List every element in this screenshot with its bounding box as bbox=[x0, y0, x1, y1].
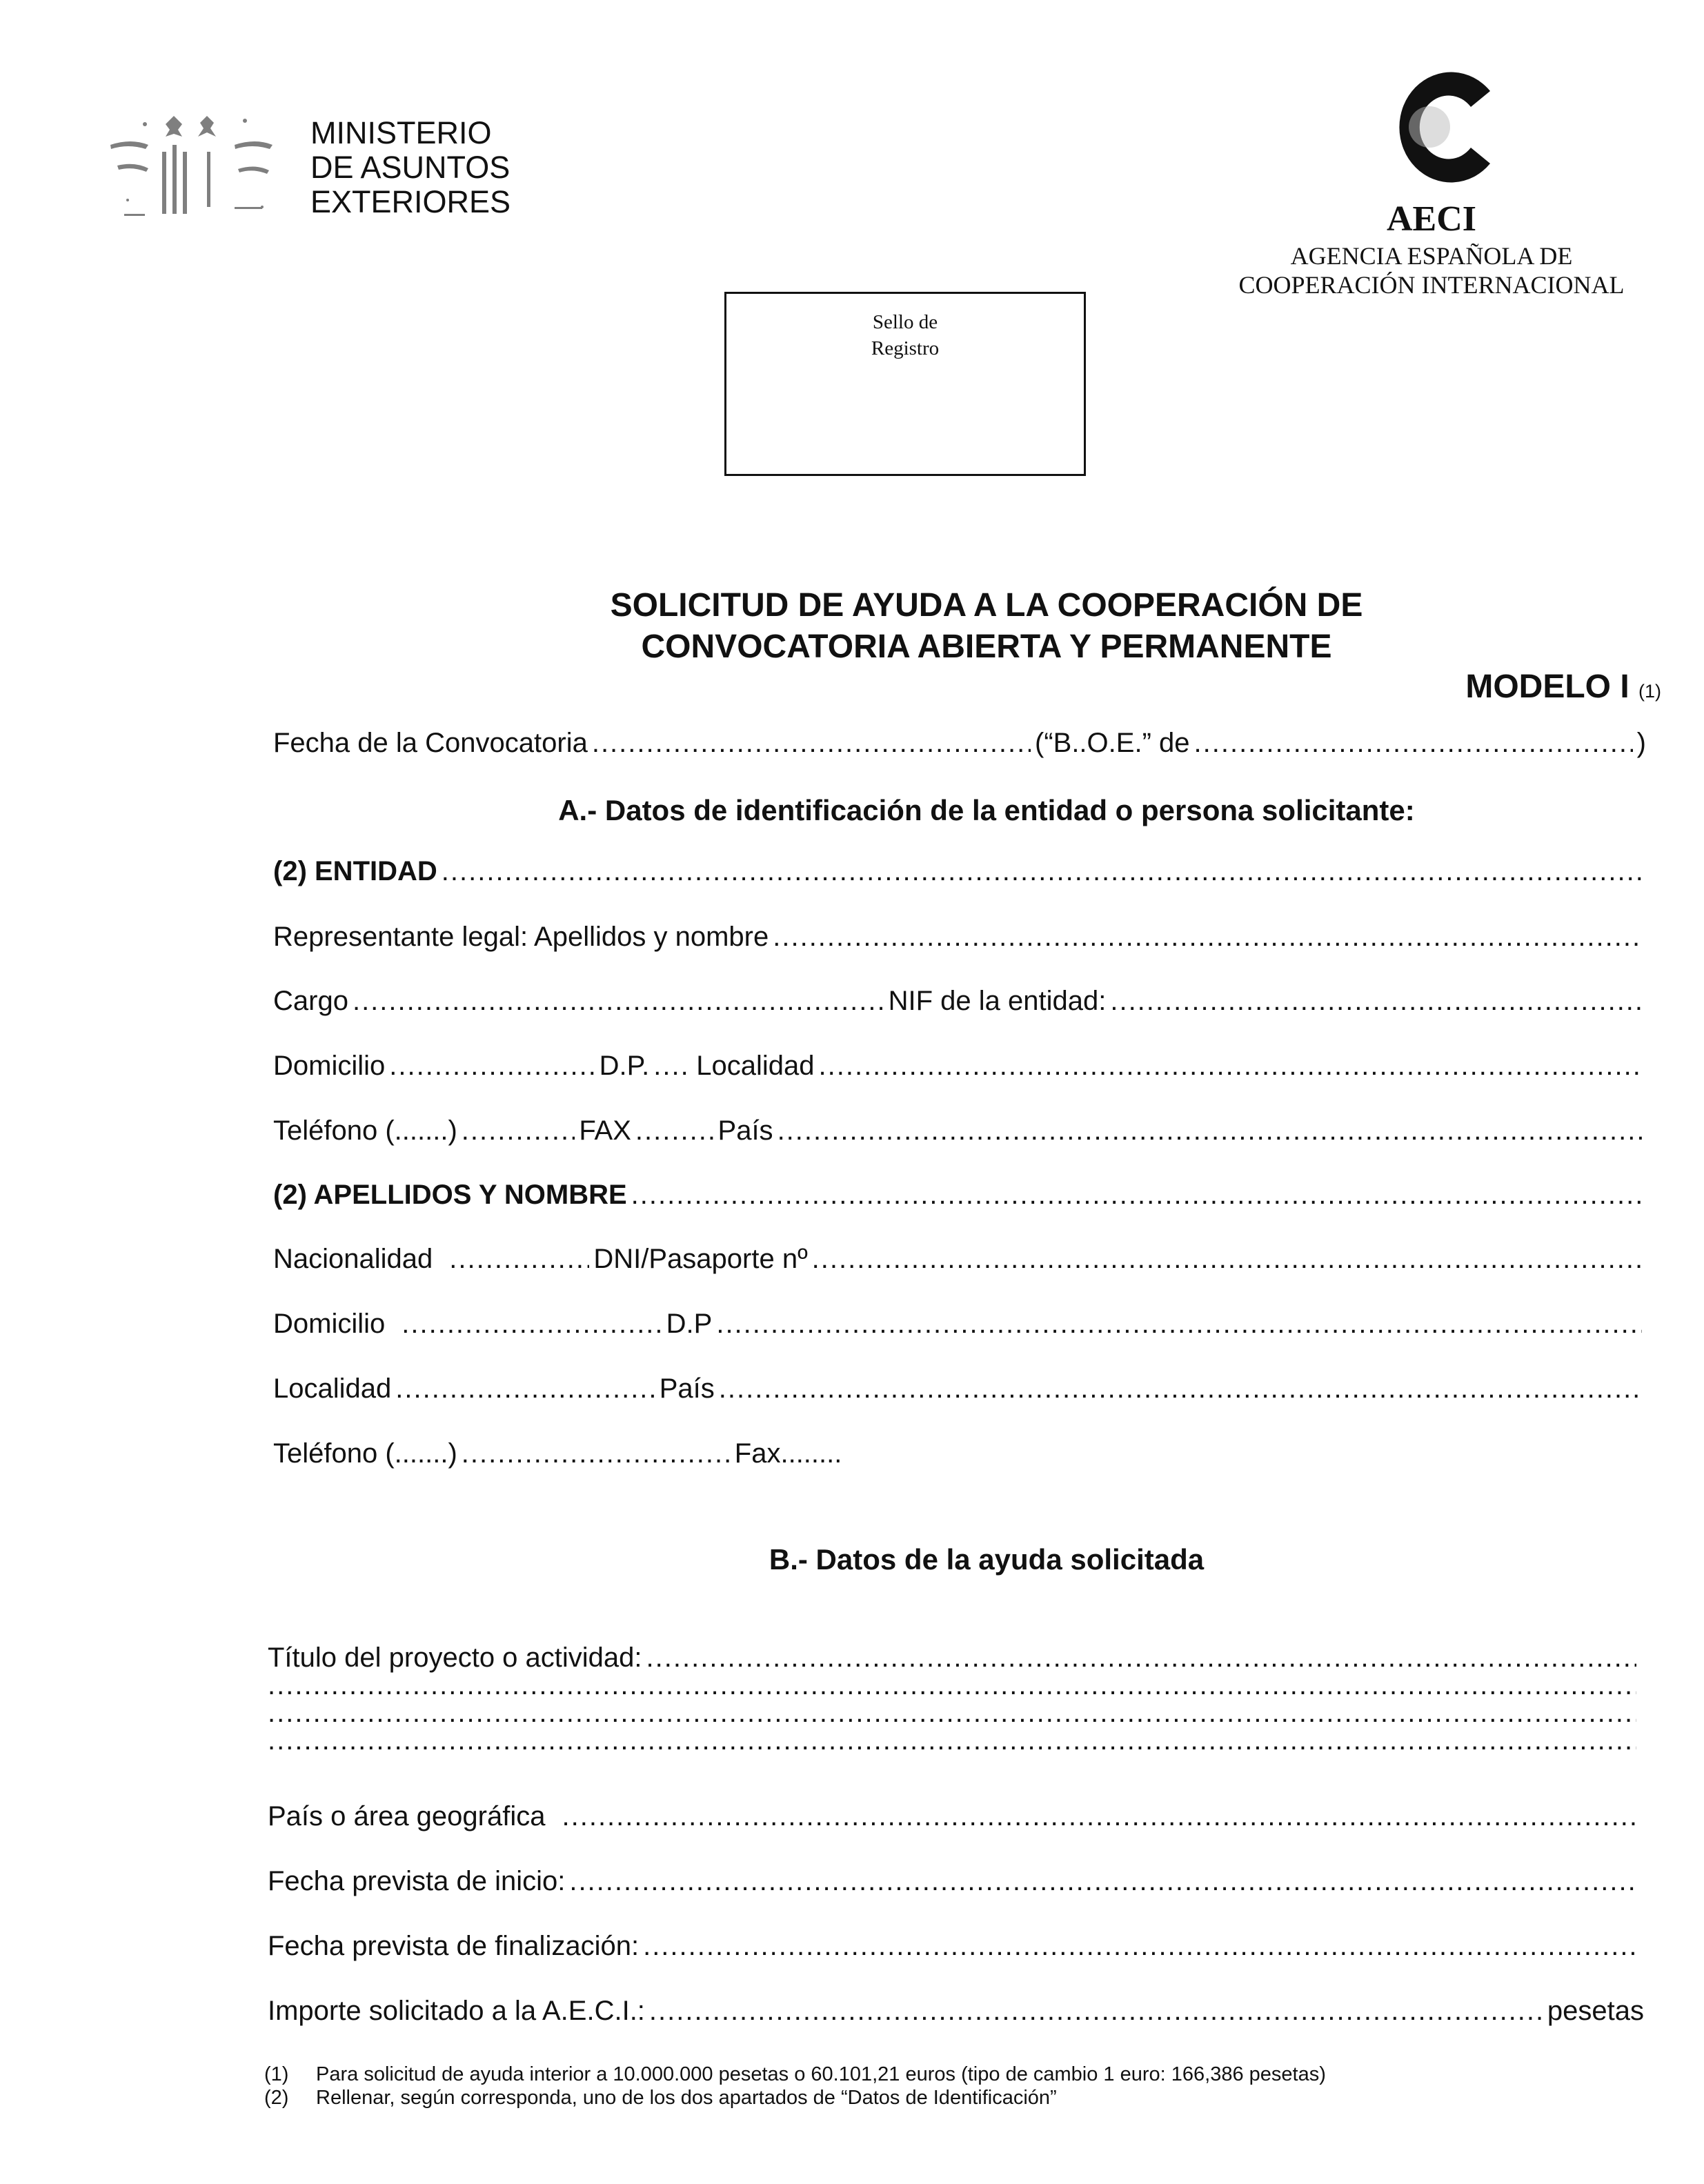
telefono-field[interactable] bbox=[462, 1113, 575, 1148]
pais-area-field[interactable] bbox=[562, 1799, 1636, 1834]
agency-name-line-2: COOPERACIÓN INTERNACIONAL bbox=[1238, 271, 1625, 299]
importe-field[interactable] bbox=[649, 1994, 1543, 2028]
pais-field[interactable] bbox=[777, 1113, 1642, 1148]
fecha-fin-row bbox=[268, 1929, 1641, 1963]
apellidos-nombre-label: (2) APELLIDOS Y NOMBRE bbox=[273, 1180, 627, 1210]
form-title bbox=[442, 585, 1532, 668]
convocatoria-row bbox=[273, 726, 1646, 760]
pais-label: País bbox=[717, 1115, 773, 1146]
cargo-row bbox=[273, 984, 1646, 1018]
telefono2-field[interactable] bbox=[462, 1436, 731, 1471]
telefono-row bbox=[273, 1113, 1646, 1148]
ministry-name bbox=[310, 116, 511, 219]
ministry-line-1: MINISTERIO bbox=[310, 115, 492, 150]
dp2-field[interactable] bbox=[716, 1307, 1642, 1341]
title-line-1: SOLICITUD DE AYUDA A LA COOPERACIÓN DE bbox=[610, 587, 1363, 624]
domicilio2-field[interactable] bbox=[402, 1307, 662, 1341]
title-line-2: CONVOCATORIA ABIERTA Y PERMANENTE bbox=[641, 628, 1332, 665]
fecha-convocatoria-label: Fecha de la Convocatoria bbox=[273, 728, 588, 758]
dp2-label: D.P bbox=[666, 1309, 713, 1339]
stamp-label-line-1: Sello de bbox=[872, 311, 938, 333]
footnote-2 bbox=[264, 2086, 1326, 2109]
footnote-1-text: Para solicitud de ayuda interior a 10.000.000 pesetas o 60.101,21 euros (tipo de cambio 1 euro: 166,386 pesetas) bbox=[316, 2063, 1326, 2085]
coat-of-arms-logo bbox=[97, 103, 304, 235]
nif-label: NIF de la entidad: bbox=[888, 986, 1107, 1016]
footnote-2-text: Rellenar, según corresponda, uno de los dos apartados de “Datos de Identificación” bbox=[316, 2087, 1057, 2109]
pais-area-row bbox=[268, 1799, 1641, 1834]
ministry-line-2: DE ASUNTOS bbox=[310, 150, 511, 185]
fax-field[interactable] bbox=[635, 1113, 714, 1148]
localidad2-field[interactable] bbox=[395, 1371, 655, 1406]
agency-name bbox=[1173, 241, 1690, 299]
agency-name-line-1: AGENCIA ESPAÑOLA DE bbox=[1290, 242, 1573, 270]
localidad2-row bbox=[273, 1371, 1646, 1406]
boe-date-field[interactable] bbox=[1194, 726, 1633, 760]
pais2-label: País bbox=[659, 1373, 715, 1404]
representante-label: Representante legal: Apellidos y nombre bbox=[273, 922, 769, 952]
agency-abbreviation: AECI bbox=[1386, 199, 1477, 239]
dni-label: DNI/Pasaporte nº bbox=[593, 1244, 808, 1274]
model-name: MODELO I bbox=[1465, 668, 1629, 705]
registry-stamp-box bbox=[724, 292, 1086, 476]
cargo-label: Cargo bbox=[273, 986, 348, 1016]
nacionalidad-label: Nacionalidad bbox=[273, 1244, 433, 1274]
fecha-fin-label: Fecha prevista de finalización: bbox=[268, 1931, 640, 1961]
entidad-label: (2) ENTIDAD bbox=[273, 856, 437, 886]
domicilio-label: Domicilio bbox=[273, 1051, 386, 1081]
representante-field[interactable] bbox=[773, 920, 1642, 954]
footnote-1 bbox=[264, 2063, 1326, 2086]
localidad-field[interactable] bbox=[819, 1049, 1643, 1083]
dp-field[interactable] bbox=[653, 1049, 692, 1083]
footnotes bbox=[264, 2063, 1326, 2109]
nif-field[interactable] bbox=[1110, 984, 1642, 1018]
titulo-continuation-3 bbox=[268, 1723, 1641, 1758]
fecha-fin-field[interactable] bbox=[643, 1929, 1636, 1963]
domicilio2-label: Domicilio bbox=[273, 1309, 386, 1339]
boe-label: (“B..O.E.” de bbox=[1035, 728, 1190, 758]
model-label bbox=[1465, 668, 1661, 711]
domicilio-field[interactable] bbox=[389, 1049, 595, 1083]
titulo-field-line-4[interactable] bbox=[268, 1723, 1636, 1758]
domicilio2-row bbox=[273, 1307, 1646, 1341]
importe-row bbox=[268, 1994, 1644, 2028]
section-b-heading: B.- Datos de la ayuda solicitada bbox=[769, 1543, 1205, 1576]
dni-field[interactable] bbox=[812, 1242, 1642, 1276]
stamp-label-line-2: Registro bbox=[871, 337, 940, 359]
stamp-label bbox=[726, 309, 1084, 361]
boe-close-paren: ) bbox=[1636, 728, 1646, 758]
entidad-field[interactable] bbox=[442, 854, 1642, 889]
fax2-label: Fax........ bbox=[734, 1438, 842, 1469]
footnote-1-number: (1) bbox=[264, 2063, 289, 2085]
cargo-field[interactable] bbox=[353, 984, 884, 1018]
entidad-row bbox=[273, 854, 1646, 889]
pais2-field[interactable] bbox=[719, 1371, 1642, 1406]
footnote-2-number: (2) bbox=[264, 2087, 289, 2109]
domicilio-row bbox=[273, 1049, 1646, 1083]
apellidos-nombre-field[interactable] bbox=[631, 1178, 1642, 1212]
nacionalidad-row bbox=[273, 1242, 1646, 1276]
section-a-heading: A.- Datos de identificación de la entidad o persona solicitante: bbox=[558, 794, 1415, 826]
pais-area-label: País o área geográfica bbox=[268, 1801, 546, 1831]
telefono-label: Teléfono (.......) bbox=[273, 1115, 457, 1146]
pesetas-label: pesetas bbox=[1547, 1996, 1644, 2026]
model-footnote-ref: (1) bbox=[1638, 681, 1661, 702]
telefono2-label: Teléfono (.......) bbox=[273, 1438, 457, 1469]
representante-row bbox=[273, 920, 1646, 954]
fecha-inicio-field[interactable] bbox=[569, 1864, 1636, 1898]
localidad2-label: Localidad bbox=[273, 1373, 392, 1404]
telefono2-row bbox=[273, 1436, 1646, 1471]
importe-label: Importe solicitado a la A.E.C.I.: bbox=[268, 1996, 645, 2026]
aeci-logo bbox=[1387, 63, 1504, 191]
titulo-label: Título del proyecto o actividad: bbox=[268, 1642, 642, 1673]
fecha-convocatoria-field[interactable] bbox=[592, 726, 1031, 760]
fecha-inicio-row bbox=[268, 1864, 1641, 1898]
dp-label: D.P. bbox=[599, 1051, 650, 1081]
fax-label: FAX bbox=[579, 1115, 631, 1146]
ministry-line-3: EXTERIORES bbox=[310, 184, 511, 219]
fecha-inicio-label: Fecha prevista de inicio: bbox=[268, 1866, 566, 1896]
localidad-label: Localidad bbox=[696, 1051, 815, 1081]
nacionalidad-field[interactable] bbox=[449, 1242, 589, 1276]
apellidos-row bbox=[273, 1178, 1646, 1212]
